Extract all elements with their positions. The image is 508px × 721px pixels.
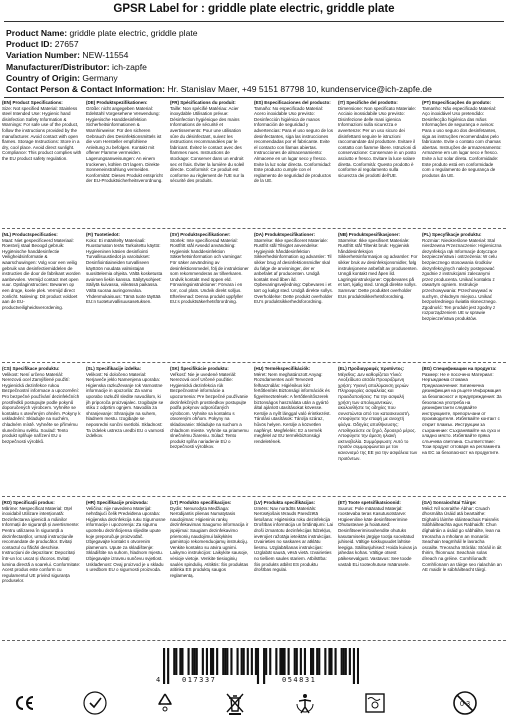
title-divider: [4, 21, 504, 22]
barcode-bar: [173, 648, 175, 675]
recycle-icon: [152, 690, 178, 716]
spec-heading: (ET) Toote spetsifikatsioonid:: [338, 500, 401, 505]
ce-mark-icon: [12, 690, 38, 716]
product-info: [6, 28, 432, 95]
spec-cell: [86, 100, 166, 226]
spec-cell: [2, 500, 82, 640]
compliance-icons: [0, 690, 508, 716]
barcode-bar: [188, 648, 190, 675]
barcode-bar: [196, 648, 198, 675]
spec-text: Taille: Non spécifié Matériau: Acier inoxydable Utilisation prévue: Désinfection hygiénique des mains Informations de sécurité et avertissements: Pour une utilisation sûre du désinfectant, suivez les instructions recommandées par le fabricant. Évitez le contact avec des flammes nues. Instructions de stockage: Conserver dans un endroit sec et frais. Éviter la lumière du soleil directe. Conformité: Ce produit est conforme au règlement de l'UE sur la sécurité des produits.: [170, 105, 245, 184]
spec-cell: [86, 500, 166, 640]
spec-cell: [422, 500, 502, 640]
age-label: 0-3: [459, 701, 471, 708]
triman-icon: [292, 690, 318, 716]
trash-bin-icon: [222, 690, 248, 716]
barcode-bar: [226, 648, 228, 675]
barcode-left-digits: 017337: [182, 676, 217, 684]
spec-text: Maat: Niet gespecificeerd Materiaal: Roestvrij staal Beoogd gebruik: Hygiënische handdesinfectie Veiligheidsinformatie & waarschuwingen: Volg voor een veilig gebruik van desinfectiemiddelen de instructies die door de fabrikant worden aanbevolen. Vermijd contact met open vuur. Opslaginstructies: Bewaren op een droge, koele plek. Vermijd direct zonlicht. Naleving: Dit product voldoet aan de EU-productveiligheidsverordening.: [2, 237, 81, 310]
barcode-bar: [202, 648, 204, 675]
barcode-bar: [212, 648, 214, 675]
spec-cell: [170, 232, 250, 360]
spec-heading: (IT) Specifiche del prodotto:: [338, 100, 398, 105]
age-warning-icon: [452, 690, 478, 716]
row-separator: [2, 228, 506, 229]
spec-cell: [2, 366, 82, 494]
spec-heading: (EL) Προδιαγραφές προϊόντος:: [338, 366, 405, 371]
barcode-bar: [343, 648, 345, 675]
spec-cell: [86, 232, 166, 360]
barcode-bar: [163, 648, 165, 684]
spec-text: Μέγεθος: Δεν καθορίζεται Υλικό: Ανοξείδωτο ατσάλι Προοριζόμενη χρήση: Υγιεινή απολύμανση χεριών Πληροφορίες ασφαλείας και προειδοποιήσεις: Για την ασφαλή χρήση των απολυμαντικών, ακολουθήστε τις οδηγίες που συνιστώνται από τον κατασκευαστή. Αποφύγετε την επαφή με ανοιχτή φλόγα. Οδηγίες αποθήκευσης: Αποθηκεύστε σε ξηρό, δροσερό μέρος. Αποφύγετε την άμεση ηλιακή ακτινοβολία. Συμμόρφωση: Αυτό το προϊόν συμμορφώνεται με τον κανονισμό της ΕΕ για την ασφάλεια των προϊόντων.: [338, 371, 418, 461]
spec-text: Dydis: Nenurodyta Medžiaga: Nerūdijantis plienas Numatytasis naudojimas: Higieninis rankų dezinfekavimas Saugumo informacija ir įspėjimai: Saugiam dezinfekavimo priemonių naudojimui laikykitės gamintojo rekomenduojamų instrukcijų. Venkite kontakto su atvira ugnimi. Laikymo instrukcijos: Laikykite sausoje, vėsioje vietoje. Venkite tiesioginių saulės spindulių. Atitiktis: Šis produktas atitinka ES produktų saugos reglamentą.: [170, 505, 249, 578]
spec-heading: (EN) Product Specifications:: [2, 100, 63, 105]
spec-text: Suurus: Pole määratud Materjal: roostevaba teras Kasutusotstarve: Hügieeniline käte desinfitseerimine Ohutusteave ja hoiatused: Desinfitseerimisvahendite ohutuks kasutamiseks järgige tootja soovitatud juhiseid. Vältige kokkupuudet lahtise leegiga. Säilitusjuhised: Hoida kuivas ja jahedas kohas. Vältige otsest päikesevalgust. Vastavus: See toode vastab ELi tooteohutuse määrusele.: [338, 505, 417, 567]
spec-heading: (FI) Tuotetiedot:: [86, 232, 120, 237]
row-separator: [2, 496, 506, 497]
row-separator: [2, 362, 506, 363]
barcode-bar: [349, 648, 351, 675]
spec-heading: (DE) Produktspezifikationen:: [86, 100, 148, 105]
barcode-bar: [222, 648, 224, 675]
spec-heading: (NB) Produktspesifikasjoner:: [338, 232, 401, 237]
spec-cell: [2, 232, 82, 360]
spec-cell: [254, 100, 334, 226]
spec-cell: [170, 366, 250, 494]
spec-text: Größe: nicht angegeben Material: Edelstahl Vorgesehene Verwendung: Hygienische Handdesinfektion Sicherheitsinformationen & Warnhinweise: Für den sicheren Gebrauch des Desinfektionsmittels ist die vom Hersteller empfohlene Anleitung zu befolgen. Kontakt mit offener Flamme vermeiden. Lagerungsanweisungen: An einem trockenen, kühlen Ort lagern. Direkte Sonneneinstrahlung vermeiden. Konformität: Dieses Produkt entspricht der EU-Produktsicherheitsverordnung.: [86, 105, 163, 184]
spec-heading: (NL) Productspecificaties:: [2, 232, 58, 237]
spec-heading: (SK) Špecifikácie produktu:: [170, 366, 229, 371]
spec-text: Mărime: Nespecificat Material: Oțel inoxidabil Utilizare intenționată: Dezinfectarea igienică a mâinilor Informații de siguranță și avertismente: Pentru utilizarea în siguranță a dezinfectanților, urmați instrucțiunile recomandate de producător. Evitați contactul cu flăcări deschise. Instrucțiuni de depozitare: Depozitați într-un loc uscat și răcoros. Evitați lumina directă a soarelui. Conformitate: Acest produs este conform cu regulamentul UE privind siguranța produselor.: [2, 505, 81, 584]
spec-cell: [422, 232, 502, 360]
spec-row: [2, 500, 506, 640]
spec-row: [2, 232, 506, 360]
spec-text: Size: Not specified Material: Stainless steel Intended Use: Hygienic hand disinfection Safety Information & Warnings: For safe use of the product, follow the instructions provided by the manufacturer. Avoid contact with open flames. Storage Instructions: Store in a dry, cool place. Avoid direct sunlight. Compliance: This product complies with the EU product safety regulation.: [2, 105, 82, 161]
barcode-bar: [300, 648, 302, 675]
barcode-bar: [296, 648, 298, 675]
spec-cell: [2, 100, 82, 226]
spec-text: Tamaño: No especificado Material: Acero inoxidable Uso previsto: Desinfección higiénica de manos Información de seguridad y advertencias: Para el uso seguro de los desinfectantes, siga las instrucciones recomendadas por el fabricante. Evite el contacto con llamas abiertas. Instrucciones de almacenamiento: Almacene en un lugar seco y fresco. Evite la luz solar directa. Conformidad: Este producto cumple con el reglamento de seguridad de productos de la UE.: [254, 105, 334, 184]
spec-heading: (PL) Specyfikacje produktu:: [422, 232, 482, 237]
barcode-bar: [167, 648, 169, 684]
spec-text: Størrelse: Ikke specificeret Materiale: Rustfrit stål Tilsigtet anvendelse: Hygiejnisk hånddesinfektion Sikkerhedsinformation og advarsler: Til sikker brug af desinfektionsmidler skal du følge de anvisninger, der er anbefalet af producenten. Undgå kontakt med åben ild. Opbevaringsvejledning: Opbevares i et tørt og køligt sted. Undgå direkte sollys. Overholdelse: Dette produkt overholder EU's produktsikkerhedsforordning.: [254, 237, 334, 305]
barcode-bar: [318, 648, 320, 675]
barcode-bar: [304, 648, 306, 675]
barcode-bar: [275, 648, 277, 675]
spec-heading: (GA) Sonraíochtaí Táirge:: [422, 500, 477, 505]
barcode-bar: [345, 648, 347, 675]
spec-text: Veľkosť: Nie je uvedené Materiál: Nerezová oceľ Určené použitie: Hygienická dezinfekcia rúk Bezpečnostné informácie a upozornenia: Pre bezpečné používanie dezinfekčných prostriedkov postupujte podľa pokynov odporúčaných výrobcom. Vyhnite sa kontaktu s otvoreným ohňom. Pokyny na skladovanie: Skladujte na suchom a chladnom mieste. Vyhnite sa priamemu slnečnému žiareniu. Súlad: Tento produkt spĺňa nariadenie EÚ o bezpečnosti výrobkov.: [170, 371, 249, 450]
barcode-bar: [181, 648, 183, 675]
barcode-bar: [330, 648, 332, 675]
info-divider: [4, 97, 504, 98]
info-product-name: Product Name: griddle plate electric, griddle plate: [6, 28, 198, 38]
barcode-bar: [257, 648, 259, 684]
barcode-bar: [241, 648, 243, 675]
info-contact: Contact Person & Contact Information: Hr. Stanislav Maer, +49 5151 87798 10, kundenservice@ich-zapfe.de: [6, 84, 432, 95]
spec-text: Veličina: nije navedeno Materijal: nehrđajući čelik Predviđena uporaba: Higijenska dezinfekcija ruku Sigurnosne informacije i upozorenja: Za sigurnu upotrebu dezinficijensa slijedite upute koje preporučuje proizvođač. Izbjegavajte kontakt s otvorenim plamenom. Upute za skladištenje: Skladištite na suhom, hladnom mjestu. Izbjegavajte izravnu sunčevu svjetlost. Usklađenost: Ovaj proizvod je u skladu s uredbom EU o sigurnosti proizvoda.: [86, 505, 166, 573]
dishwasher-safe-icon: [362, 690, 388, 716]
spec-cell: [170, 100, 250, 226]
barcode-bar: [192, 648, 194, 675]
spec-cell: [422, 100, 502, 226]
spec-text: Storlek: Inte specificerad Material: Rostfritt stål Avsedd användning: Hygienisk handdesinfektion Säkerhetsinformation och varningar: För säker användning av desinfektionsmedel, följ de instruktioner som rekommenderas av tillverkaren. Undvik kontakt med öppen eld. Förvaringsinstruktioner: Förvara i en torr, cool plats. Undvik direkt solljus. Efterlevnad: Denna produkt uppfyller EU:s produktsäkerhetsförordning.: [170, 237, 249, 305]
barcode-bar: [216, 648, 218, 675]
spec-text: Dimensione: Non specificato Materiale: Acciaio inossidabile Uso previsto: Disinfezione delle mani igienica Informazioni sulla sicurezza e avvertenze: Per un uso sicuro dei disinfettanti seguire le istruzioni raccomandate dal produttore. Evitare il contatto con fiamme libere. Istruzioni di conservazione: Conservare in un posto asciutto e fresco. Evitare la luce solare diretta. Conformità: Questo prodotto è conforme al regolamento sulla sicurezza dei prodotti dell'UE.: [338, 105, 417, 178]
barcode-bar: [265, 648, 267, 675]
info-variation-number: Variation Number: NEW-11554: [6, 50, 129, 61]
spec-cell: [254, 500, 334, 640]
spec-heading: (PT) Especificações do produto:: [422, 100, 492, 105]
spec-cell: [86, 366, 166, 494]
spec-heading: (HU) Termékspecifikációk:: [254, 366, 311, 371]
barcode-bar: [263, 648, 265, 684]
spec-row: [2, 366, 506, 494]
spec-heading: (BG) Спецификации на продукта:: [422, 366, 497, 371]
barcode-bar: [247, 648, 249, 675]
spec-cell: [254, 366, 334, 494]
barcode-bar: [224, 648, 226, 675]
barcode-bar: [237, 648, 239, 675]
barcode-bar: [316, 648, 318, 675]
barcode-bar: [335, 648, 337, 675]
barcode-right-digits: 054831: [282, 676, 317, 684]
barcode-bar: [288, 648, 290, 675]
info-country-of-origin: Country of Origin: Germany: [6, 72, 118, 83]
barcode-lead-digit: 4: [156, 676, 161, 684]
barcode-bar: [324, 648, 326, 675]
spec-cell: [254, 232, 334, 360]
spec-text: Koko: Ei määritelty Materiaali: Ruostumaton teräs Tarkoitettu käyttö: Hygieeninen käsien desinfiointi Turvallisuustiedot ja varoitukset: Desinfiointiaineiden turvalliseen käyttöön noudata valmistajan suosittelemia ohjeita. Vältä kosketusta avoimen liekin kanssa. Säilytysohjeet: Säilytä kuivassa, viileässä paikassa. Vältä suoraa auringonvaloa. Yhdenmukaisuus: Tämä tuote täyttää EU:n tuoteturvallisuusasetuksen.: [86, 237, 163, 305]
barcode-bar: [230, 648, 232, 675]
barcode-bar: [310, 648, 312, 675]
barcode-bar: [269, 648, 271, 675]
spec-text: Tamanho: Não especificado Material: Aço inoxidável Uso pretendido: Desinfecção higiénica das mãos Informações de segurança e avisos: Para o uso seguro dos desinfetantes, siga as instruções recomendadas pelo fabricante. Evite o contato com chamas abertas. Instruções de armazenamento: Armazene em um lugar seco e fresco. Evite a luz solar direta. Conformidade: Este produto está em conformidade com o regulamento de segurança de produtos da UE.: [422, 105, 502, 178]
spec-text: Izmērs: Nav norādīts Materiāls: Nerūsējošais tērauds Paredzētā lietošana: Higiēniska roku dezinfekcija Drošības informācija un brīdinājumi: Lai droši izmantotu dezinfekcijas līdzekļus, ievērojiet ražotāja ieteiktās instrukcijas. Izvairieties no saskares ar atklātu liesmu. Uzglabāšanas instrukcijas: Uzglabāt sausā, vēsā vietā. Izvairieties no tiešiem saules stariem. Atbilstība: Šis produkts atbilst ES produktu drošības regulai.: [254, 505, 334, 573]
spec-cell: [338, 100, 418, 226]
spec-cell: [338, 366, 418, 494]
barcode-bar: [175, 648, 177, 675]
spec-text: Velikost: Ni določeno Material: Nerjaveče jeklo Namenjena uporaba: Higienska razkuževanje rok Varnostne informacije in opozorila: Za varno uporabo razkužil sledite navodilom, ki jih priporoča proizvajalec. Izogibajte se stiku z odprtim ognjem. Navodila za shranjevanje: Shranjujte na suhem, hladnem mestu. Izogibajte se neposredni sončni svetlobi. Skladnost: Ta izdelek ustreza uredbi EU o varnosti izdelkov.: [86, 371, 165, 439]
barcode-bar: [353, 648, 355, 684]
spec-heading: (LT) Produkto specifikacijos:: [170, 500, 232, 505]
spec-text: Velikost: Není určeno Materiál: Nerezová ocel Zamýšlené použití: Hygienická dezinfekce rukou Bezpečnostní informace a upozornění: Pro bezpečné používání dezinfekčních prostředků postupujte podle pokynů doporučených výrobcem. Vyhněte se kontaktu s otevřeným ohněm. Pokyny k uskladnění: Skladujte na suchém, chladném místě. Vyhněte se přímému slunečnímu světlu. Soulad: Tento produkt splňuje nařízení EU o bezpečnosti výrobků.: [2, 371, 81, 444]
barcode-bar: [251, 648, 253, 675]
spec-heading: (LV) Produkta specifikācijas:: [254, 500, 316, 505]
barcode-bar: [243, 648, 245, 675]
spec-text: Размер: Не е посочено Материал: Неръждаема стомана Предназначение: Хигиенична дезинфекция на ръцете Информация за безопасност и предупреждения: За безопасна употреба на дезинфектанти следвайте инструкциите, препоръчани от производителя. Избягвайте контакт с открит пламък. Инструкции за съхранение: Съхранявайте на сухо и хладно място. Избягвайте пряка слънчева светлина. Съответствие: Този продукт отговаря на регламента на ЕС за безопасност на продуктите.: [422, 371, 502, 455]
info-manufacturer: Manufacturer/Distributor: ich-zapfe: [6, 61, 147, 72]
spec-heading: (DA) Produktspecifikationer:: [254, 232, 316, 237]
spec-row: [2, 100, 506, 226]
info-product-id: Product ID: 27657: [6, 39, 79, 50]
spec-heading: (ES) Especificaciones del producto:: [254, 100, 331, 105]
spec-cell: [170, 500, 250, 640]
barcode-bar: [283, 648, 285, 675]
spec-text: Størrelse: Ikke spesifisert Materiale: Rustfritt stål Tiltenkt bruk: Hygienisk hånddesinfeksjon Sikkerhetsinformasjon og advarsler: For sikker bruk av desinfeksjonsmidler, følg instruksjonene anbefalt av produsenten. Unngå kontakt med åpen ild. Lagringsinstruksjoner: Oppbevares på et tørt, kjølig sted. Unngå direkte sollys. Samsvar: Dette produktet overholder EUs produktsikkerhetsforordning.: [338, 237, 418, 299]
barcode-bar: [210, 648, 212, 675]
barcode-bar: [357, 648, 359, 684]
barcode-bar: [179, 648, 181, 675]
barcode-bar: [194, 648, 196, 675]
spec-text: Méid: Níl sonraithe Ábhar: Cruach dhosmálta Úsáid atá beartaithe: Díghalrú láimhe sláinteachais Faisnéis Sábháilteachta agus Rabhaidh: Chun díghalráin a úsáid go sábháilte, lean na treoracha a mholann an monaróir. Seachain teagmháil le lasracha oscailte. Treoracha Stórála: Stóráil in áit thirim, fhionnuar. Seachain solas díreach na gréine. Comhlíonadh: Comhlíonann an táirge seo rialachán an AE maidir le sábháilteacht táirgí.: [422, 505, 502, 573]
barcode-bar: [281, 648, 283, 675]
rohs-icon: [82, 690, 108, 716]
spec-heading: (CS) Specifikace produktu:: [2, 366, 60, 371]
row-separator: [2, 640, 506, 641]
spec-heading: (SL) Specifikacije izdelka:: [86, 366, 142, 371]
barcode-bar: [341, 648, 343, 675]
spec-cell: [338, 500, 418, 640]
barcode-bar: [206, 648, 208, 675]
spec-heading: (HR) Specifikacije proizvoda:: [86, 500, 149, 505]
spec-cell: [422, 366, 502, 494]
barcode-bar: [312, 648, 314, 675]
barcode-bar: [279, 648, 281, 675]
spec-cell: [338, 232, 418, 360]
spec-heading: (FR) Spécifications du produit:: [170, 100, 236, 105]
barcode-bar: [255, 648, 257, 675]
spec-text: Méret: Nem meghatározott Anyag: Rozsdamentes acél Tervezett felhasználás: Higiénikus kéz fertőtlenítés Biztonsági információk és figyelmeztetések: A fertőtlenítőszerek biztonságos használata után a gyártó által ajánlott utasításokat kövesse. Kerülje a nyílt lánggal való érintkezést. Tárolási utasítások: Tárolja száraz, hűvös helyen. Kerülje a közvetlen napfényt. Megfelelés: Ez a termék megfelel az EU termékbiztonsági rendeletének.: [254, 371, 331, 444]
label-title: GPSR Label for : griddle plate electric, griddle plate: [113, 3, 395, 15]
spec-heading: (SV) Produktspecifikationer:: [170, 232, 231, 237]
barcode-bar: [294, 648, 296, 675]
barcode-bar: [328, 648, 330, 675]
spec-text: Rozmiar: Nieokreślone Materiał: Stal nierdzewna Przeznaczenie: Higieniczna dezynfekcja rąk Informacje dotyczące bezpieczeństwa i ostrzeżenia: W celu bezpiecznego stosowania środków dezynfekcyjnych należy postępować zgodnie z instrukcjami zalecanymi przez producenta. Unikać kontaktu z otwartym ogniem. Instrukcje przechowywania: Przechowywać w suchym, chłodnym miejscu. Unikać bezpośredniego światła słonecznego. Zgodność: Ten produkt jest zgodny z rozporządzeniem UE w sprawie bezpieczeństwa produktów.: [422, 237, 502, 321]
spec-heading: (RO) Specificații produs:: [2, 500, 55, 505]
